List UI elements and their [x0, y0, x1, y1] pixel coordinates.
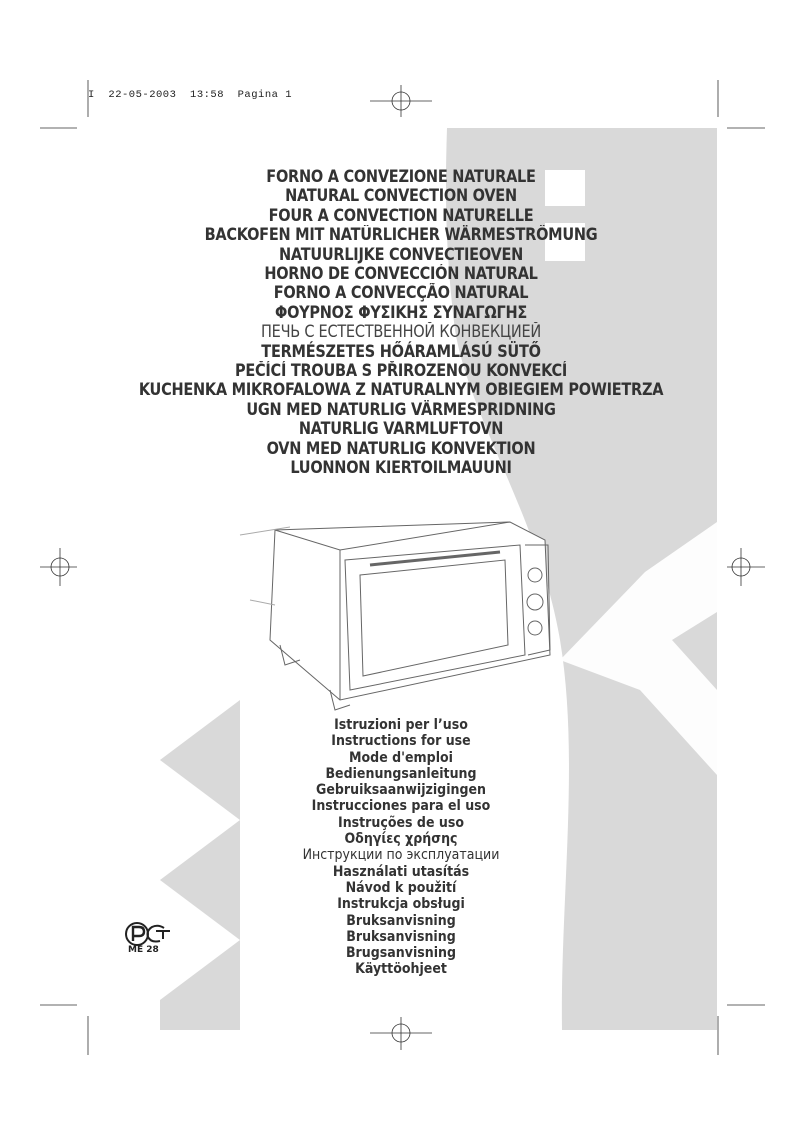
title-french: FOUR A CONVECTION NATURELLE	[268, 205, 534, 225]
title-finnish: LUONNON KIERTOILMAUUNI	[290, 458, 512, 478]
instructions-danish: Brugsanvisning	[345, 945, 457, 962]
title-italian: FORNO A CONVEZIONE NATURALE	[266, 167, 536, 186]
certification-label: ME 28	[128, 945, 159, 955]
instructions-spanish: Instrucciones para el uso	[311, 798, 491, 815]
instructions-polish: Instrukcja obsługi	[337, 896, 465, 913]
instructions-swedish: Bruksanvisning	[346, 912, 456, 929]
instructions-french: Mode d'emploi	[348, 749, 454, 766]
title-hungarian: TERMÉSZETES HŐÁRAMLÁSÚ SÜTŐ	[261, 341, 541, 361]
instructions-dutch: Gebruiksaanwijzigingen	[315, 782, 487, 799]
instructions-finnish: Käyttöohjeet	[355, 961, 447, 978]
product-title-list	[0, 167, 802, 478]
instructions-greek: Οδηγίες χρήσης	[344, 831, 458, 848]
title-german: BACKOFEN MIT NATÜRLICHER WÄRMESTRÖMUNG	[204, 225, 598, 245]
instructions-english: Instructions for use	[331, 733, 471, 750]
title-spanish: HORNO DE CONVECCIÓN NATURAL	[264, 264, 538, 284]
title-greek: ΦΟΥΡΝΟΣ ΦΥΣΙΚΗΣ ΣΥΝΑΓΩΓΗΣ	[274, 302, 528, 322]
instructions-italian: Istruzioni per l’uso	[334, 717, 468, 733]
instructions-norwegian: Bruksanvisning	[346, 928, 456, 945]
title-portuguese: FORNO A CONVECÇÃO NATURAL	[273, 283, 529, 303]
title-norwegian: NATURLIG VARMLUFTOVN	[298, 419, 504, 439]
pct-certification-logo	[124, 921, 174, 947]
oven-illustration	[240, 522, 550, 710]
instructions-title-list	[0, 717, 802, 978]
instructions-german: Bedienungsanleitung	[325, 765, 477, 782]
title-english: NATURAL CONVECTION OVEN	[285, 186, 517, 206]
title-dutch: NATUURLIJKE CONVECTIEOVEN	[278, 244, 524, 264]
title-swedish: UGN MED NATURLIG VÄRMESPRIDNING	[246, 399, 556, 419]
print-slug-line: I 22-05-2003 13:58 Pagina 1	[88, 89, 293, 101]
instructions-hungarian: Használati utasítás	[332, 863, 470, 880]
instructions-portuguese: Instruções de uso	[338, 814, 464, 831]
instructions-russian: Инструкции по эксплуатации	[302, 847, 500, 864]
title-czech: PEČÍCÍ TROUBA S PŘIROZENOU KONVEKCÍ	[234, 361, 568, 381]
title-danish: OVN MED NATURLIG KONVEKTION	[266, 438, 536, 458]
instructions-czech: Návod k použití	[345, 879, 457, 896]
title-russian: ПЕЧЬ С ЕСТЕСТВЕННОЙ КОНВЕКЦИЕЙ	[261, 322, 541, 342]
title-polish: KUCHENKA MIKROFALOWA Z NATURALNYM OBIEGIEM POWIETRZA	[138, 380, 664, 400]
